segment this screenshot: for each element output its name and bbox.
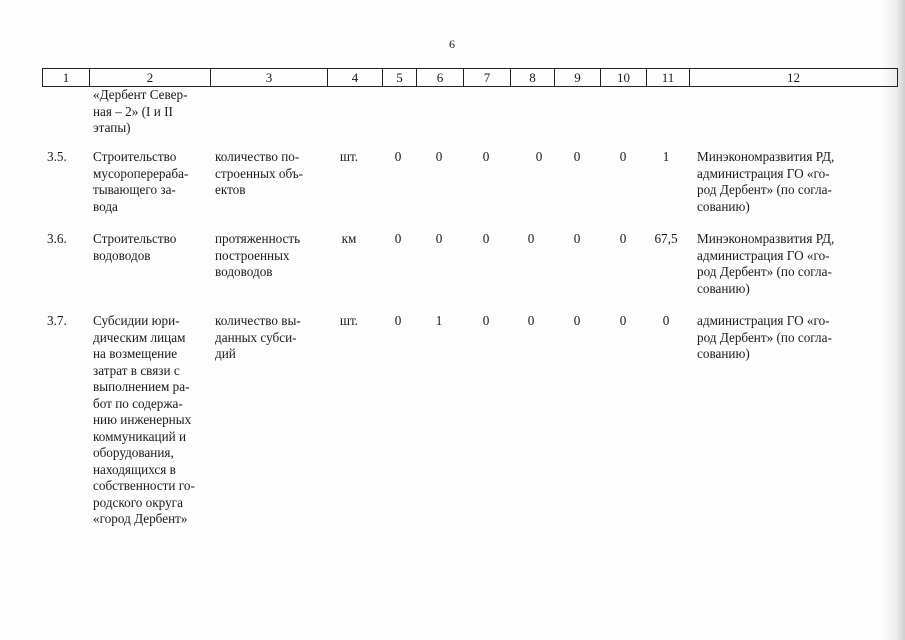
header-col-7: 7: [464, 69, 511, 87]
row-value-10: 0: [619, 231, 627, 246]
header-col-3: 3: [211, 69, 328, 87]
header-col-10: 10: [601, 69, 647, 87]
header-col-2: 2: [90, 69, 211, 87]
row-value-11: 0: [662, 313, 670, 328]
row-indicator: протяженность построенных водоводов: [215, 231, 301, 279]
row-value-6: 0: [435, 149, 443, 164]
header-col-1: 1: [43, 69, 90, 87]
row-value-5: 0: [394, 149, 402, 164]
row-responsible: администрация ГО «го- род Дербент» (по согла- сованию): [697, 313, 832, 361]
row-value-10: 0: [619, 149, 627, 164]
column-number-header: [42, 68, 898, 87]
row-unit: шт.: [339, 313, 359, 328]
header-col-12: 12: [690, 69, 898, 87]
row-unit: шт.: [339, 149, 359, 164]
row-value-7: 0: [482, 149, 490, 164]
row-value-5: 0: [394, 231, 402, 246]
row-value-9: 0: [573, 149, 581, 164]
row-value-9: 0: [573, 313, 581, 328]
row-value-7: 0: [482, 231, 490, 246]
row-unit: км: [341, 231, 357, 246]
row-value-7: 0: [482, 313, 490, 328]
row-responsible: Минэкономразвития РД, администрация ГО «го- род Дербент» (по согла- сованию): [697, 231, 835, 296]
header-col-11: 11: [647, 69, 690, 87]
header-col-8: 8: [511, 69, 555, 87]
row-value-5: 0: [394, 313, 402, 328]
row-name: Строительство водоводов: [93, 231, 177, 263]
row-value-8: 0: [535, 149, 543, 164]
header-col-4: 4: [328, 69, 383, 87]
row-value-6: 0: [435, 231, 443, 246]
row-value-8: 0: [527, 313, 535, 328]
continuation-name: «Дербент Север- ная – 2» (I и II этапы): [93, 87, 188, 135]
row-name: Субсидии юри- дическим лицам на возмещение затрат в связи с выполнением ра- бот по содержа- нию инженерных коммуникаций и оборудования, находящихся в собственности го- родского округа «город Дербент»: [93, 313, 195, 526]
row-value-8: 0: [527, 231, 535, 246]
header-col-9: 9: [555, 69, 601, 87]
row-value-11: 1: [662, 149, 670, 164]
scan-edge-shadow: [881, 0, 905, 640]
row-value-6: 1: [435, 313, 443, 328]
header-col-5: 5: [383, 69, 417, 87]
header-col-6: 6: [417, 69, 464, 87]
row-responsible: Минэкономразвития РД, администрация ГО «го- род Дербент» (по согла- сованию): [697, 149, 835, 214]
page-number: 6: [449, 37, 455, 51]
row-value-10: 0: [619, 313, 627, 328]
row-number: 3.6.: [47, 231, 67, 246]
row-number: 3.5.: [47, 149, 67, 164]
row-value-9: 0: [573, 231, 581, 246]
row-value-11: 67,5: [654, 231, 678, 246]
row-name: Строительство мусороперераба- тывающего за- вода: [93, 149, 189, 214]
row-indicator: количество вы- данных субси- дий: [215, 313, 301, 361]
row-indicator: количество по- строенных объ- ектов: [215, 149, 304, 197]
row-number: 3.7.: [47, 313, 67, 328]
